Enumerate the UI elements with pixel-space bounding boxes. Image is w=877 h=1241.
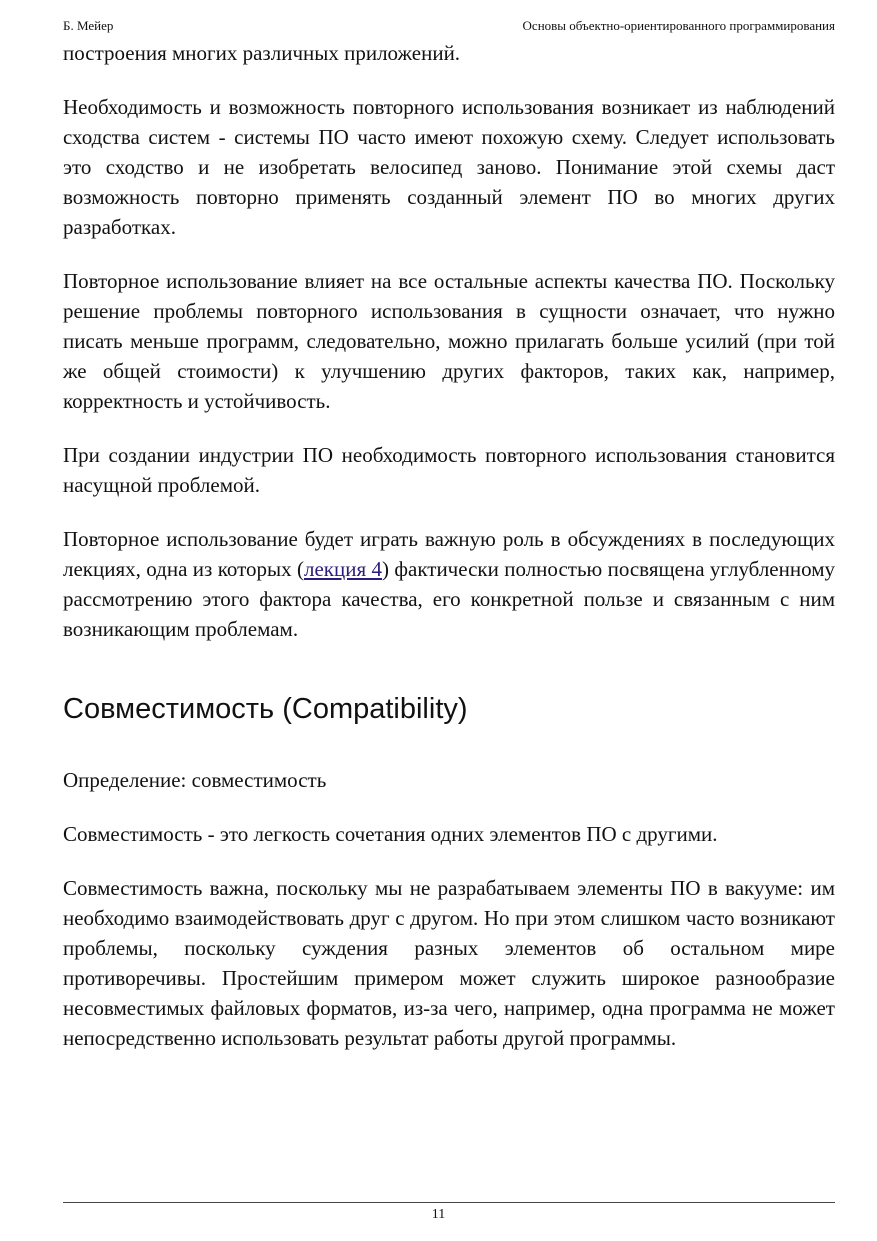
paragraph-continuation: построения многих различных приложений. bbox=[63, 41, 461, 65]
lecture-4-link[interactable]: лекция 4 bbox=[304, 557, 383, 581]
page-content bbox=[63, 38, 835, 1053]
paragraph-reuse-impact: Повторное использование влияет на все остальные аспекты качества ПО. Поскольку решение проблемы повторного использования в сущности означает, что нужно писать меньше программ, следовательно, можно прилагать больше усилий (при той же общей стоимости) к улучшению других факторов, таких как, например, корректность и устойчивость. bbox=[63, 269, 835, 413]
section-heading-compatibility: Совместимость (Compatibility) bbox=[63, 693, 468, 725]
header-book-title: Основы объектно-ориентированного программирования bbox=[522, 18, 835, 33]
page-number: 11 bbox=[431, 1207, 446, 1222]
paragraph-reuse-lectures bbox=[63, 524, 835, 644]
footer-divider bbox=[63, 1202, 835, 1203]
definition-text: Совместимость - это легкость сочетания одних элементов ПО с другими. bbox=[63, 822, 718, 846]
paragraph-compatibility-importance: Совместимость важна, поскольку мы не разрабатываем элементы ПО в вакууме: им необходимо взаимодействовать друг с другом. Но при этом слишком часто возникают проблемы, поскольку суждения разных элементов об остальном мире противоречивы. Простейшим примером может служить широкое разнообразие несовместимых файловых форматов, из-за чего, например, одна программа не может непосредственно использовать результат работы другой программы. bbox=[63, 876, 835, 1050]
header-author: Б. Мейер bbox=[63, 18, 114, 33]
definition-label: Определение: совместимость bbox=[63, 768, 327, 792]
running-header bbox=[63, 16, 835, 36]
paragraph-text-after-link: ) фактически полностью посвящена углубленному рассмотрению этого фактора качества, его конкретной пользе и связанным с ним возникающим проблемам. bbox=[63, 557, 835, 641]
paragraph-text-before-link: Повторное использование будет играть важную роль в обсуждениях в последующих лекциях, одна из которых ( bbox=[63, 527, 835, 581]
paragraph-reuse-need: Необходимость и возможность повторного использования возникает из наблюдений сходства систем - системы ПО часто имеют похожую схему. Следует использовать это сходство и не изобретать велосипед заново. Понимание этой схемы даст возможность повторно применять созданный элемент ПО во многих других разработках. bbox=[63, 95, 835, 239]
paragraph-reuse-industry: При создании индустрии ПО необходимость повторного использования становится насущной проблемой. bbox=[63, 443, 835, 497]
